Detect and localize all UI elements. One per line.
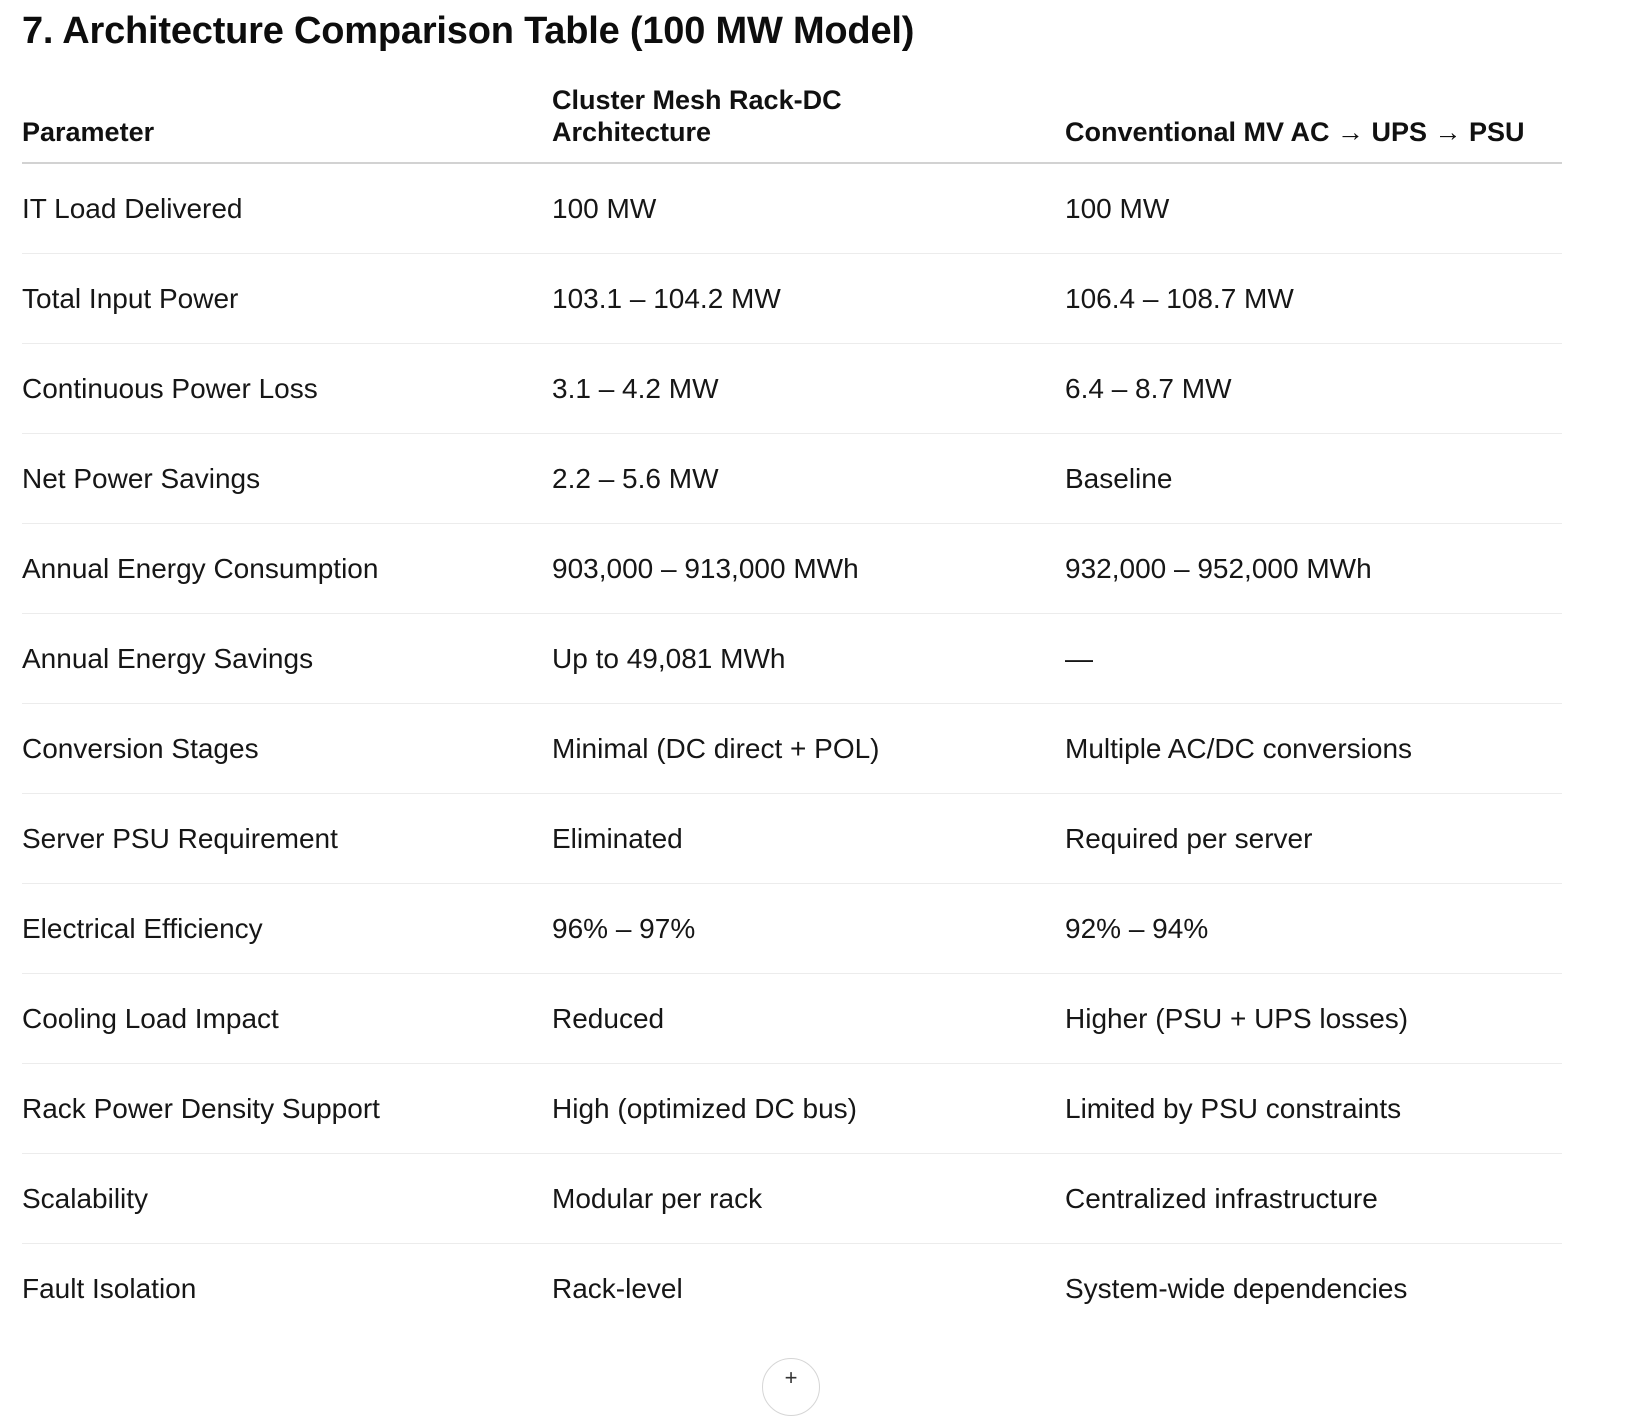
cell-conventional: 932,000 – 952,000 MWh: [1065, 552, 1372, 584]
cell-cluster-mesh: Up to 49,081 MWh: [552, 642, 786, 674]
cell-cluster-mesh: 2.2 – 5.6 MW: [552, 462, 719, 494]
header-parameter: Parameter: [22, 117, 155, 147]
cell-conventional: 6.4 – 8.7 MW: [1065, 372, 1232, 404]
cell-parameter: Conversion Stages: [22, 732, 259, 764]
table-row: [22, 794, 1562, 884]
cell-conventional: 106.4 – 108.7 MW: [1065, 282, 1294, 314]
table-row: [22, 704, 1562, 794]
cell-cluster-mesh: 100 MW: [552, 192, 657, 224]
cell-conventional: Baseline: [1065, 462, 1173, 494]
cell-parameter: Server PSU Requirement: [22, 822, 338, 854]
comparison-table: [22, 82, 1562, 1334]
cell-conventional: System-wide dependencies: [1065, 1273, 1408, 1304]
cell-conventional: Centralized infrastructure: [1065, 1182, 1378, 1214]
cell-cluster-mesh: High (optimized DC bus): [552, 1092, 857, 1124]
table-row: [22, 344, 1562, 434]
table-row: [22, 164, 1562, 254]
cell-cluster-mesh: 903,000 – 913,000 MWh: [552, 552, 859, 584]
header-cluster-mesh-line-2: Architecture: [552, 117, 712, 147]
plus-icon: +: [784, 1365, 798, 1390]
header-cluster-mesh-line-1: Cluster Mesh Rack-DC: [552, 85, 842, 115]
table-header-row: [22, 82, 1562, 164]
cell-cluster-mesh: 103.1 – 104.2 MW: [552, 282, 781, 314]
cell-cluster-mesh: Rack-level: [552, 1273, 683, 1304]
cell-parameter: Total Input Power: [22, 282, 239, 314]
cell-parameter: Net Power Savings: [22, 462, 261, 494]
cell-conventional: Limited by PSU constraints: [1065, 1092, 1402, 1124]
cell-conventional: —: [1065, 642, 1093, 674]
cell-conventional: Multiple AC/DC conversions: [1065, 732, 1413, 764]
cell-conventional: Required per server: [1065, 822, 1313, 854]
section-title: 7. Architecture Comparison Table (100 MW Model): [22, 10, 915, 52]
add-button[interactable]: [762, 1358, 820, 1416]
table-row: [22, 1244, 1562, 1334]
cell-conventional: 100 MW: [1065, 192, 1170, 224]
table-row: [22, 614, 1562, 704]
table-row: [22, 1154, 1562, 1244]
cell-cluster-mesh: Eliminated: [552, 822, 683, 854]
cell-parameter: Annual Energy Savings: [22, 642, 314, 674]
table-row: [22, 254, 1562, 344]
cell-parameter: IT Load Delivered: [22, 192, 243, 224]
cell-parameter: Continuous Power Loss: [22, 372, 318, 404]
cell-parameter: Annual Energy Consumption: [22, 552, 379, 584]
cell-parameter: Rack Power Density Support: [22, 1092, 380, 1124]
cell-cluster-mesh: 96% – 97%: [552, 912, 696, 944]
cell-conventional: Higher (PSU + UPS losses): [1065, 1002, 1409, 1034]
table-row: [22, 884, 1562, 974]
cell-cluster-mesh: 3.1 – 4.2 MW: [552, 372, 719, 404]
cell-conventional: 92% – 94%: [1065, 912, 1209, 944]
cell-cluster-mesh: Minimal (DC direct + POL): [552, 732, 880, 764]
cell-parameter: Fault Isolation: [22, 1273, 197, 1304]
cell-parameter: Scalability: [22, 1182, 149, 1214]
table-row: [22, 524, 1562, 614]
cell-cluster-mesh: Reduced: [552, 1002, 665, 1034]
cell-parameter: Cooling Load Impact: [22, 1002, 279, 1034]
cell-cluster-mesh: Modular per rack: [552, 1182, 763, 1214]
table-row: [22, 1064, 1562, 1154]
header-conventional: Conventional MV AC → UPS → PSU: [1065, 117, 1525, 147]
header-cluster-mesh: [552, 84, 1065, 148]
table-row: [22, 974, 1562, 1064]
cell-parameter: Electrical Efficiency: [22, 912, 263, 944]
table-row: [22, 434, 1562, 524]
